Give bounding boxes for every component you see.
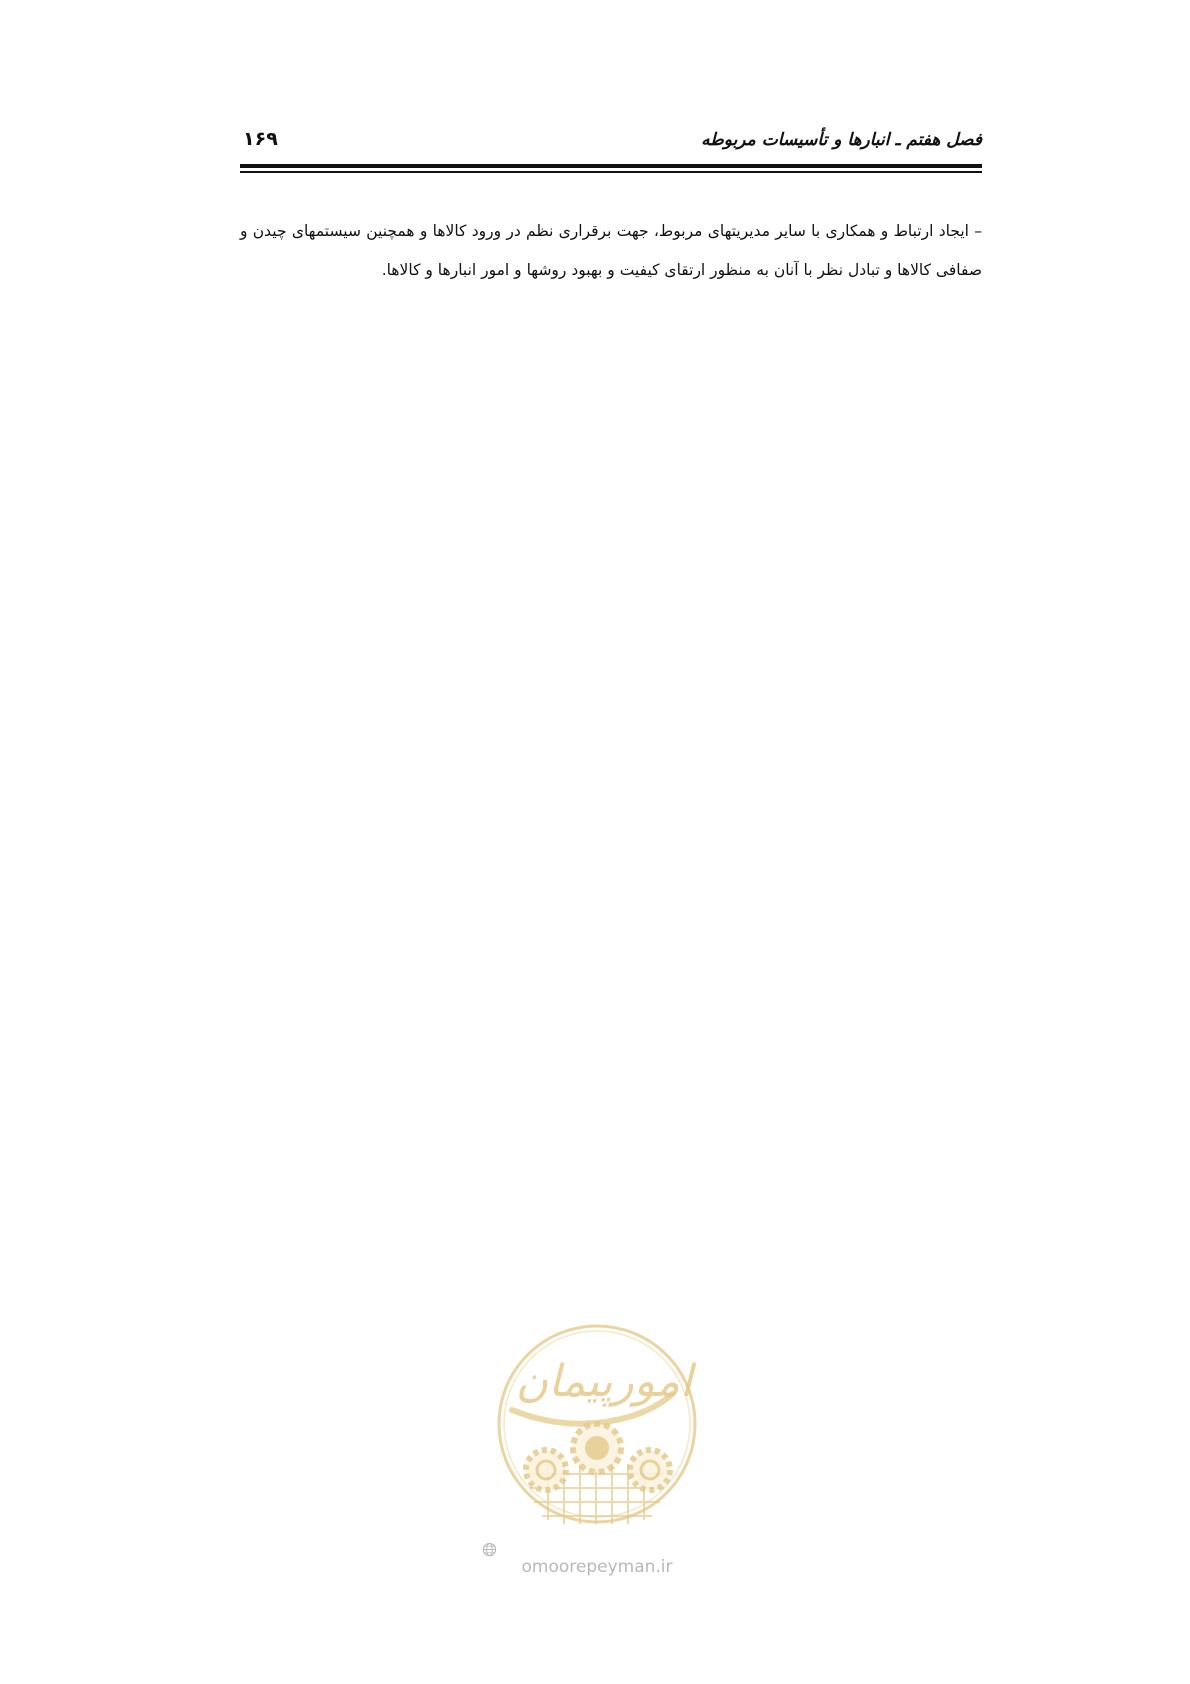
chapter-title: فصل هفتم ـ انبارها و تأسیسات مربوطه <box>701 130 982 150</box>
watermark-logo <box>482 1324 712 1544</box>
body-paragraph: – ایجاد ارتباط و همکاری با سایر مدیریتهای مربوط، جهت برقراری نظم در ورود کالاها و همچنین سیستمهای چیدن و صفافی کالاها و تبادل نظر با آنان به منظور ارتقای کیفیت و بهبود روشها و امور انبارها و کالاها. <box>240 222 982 279</box>
page-header <box>240 126 982 158</box>
watermark <box>482 1324 712 1584</box>
header-divider <box>240 164 982 174</box>
header-divider-thick <box>240 164 982 168</box>
svg-text:امورپیمان: امورپیمان <box>515 1356 693 1407</box>
watermark-url <box>482 1542 712 1577</box>
globe-icon <box>482 1542 497 1557</box>
watermark-url-text: omoorepeyman.ir <box>521 1557 673 1577</box>
page-number: ۱۶۹ <box>243 128 278 150</box>
header-divider-thin <box>240 171 982 173</box>
